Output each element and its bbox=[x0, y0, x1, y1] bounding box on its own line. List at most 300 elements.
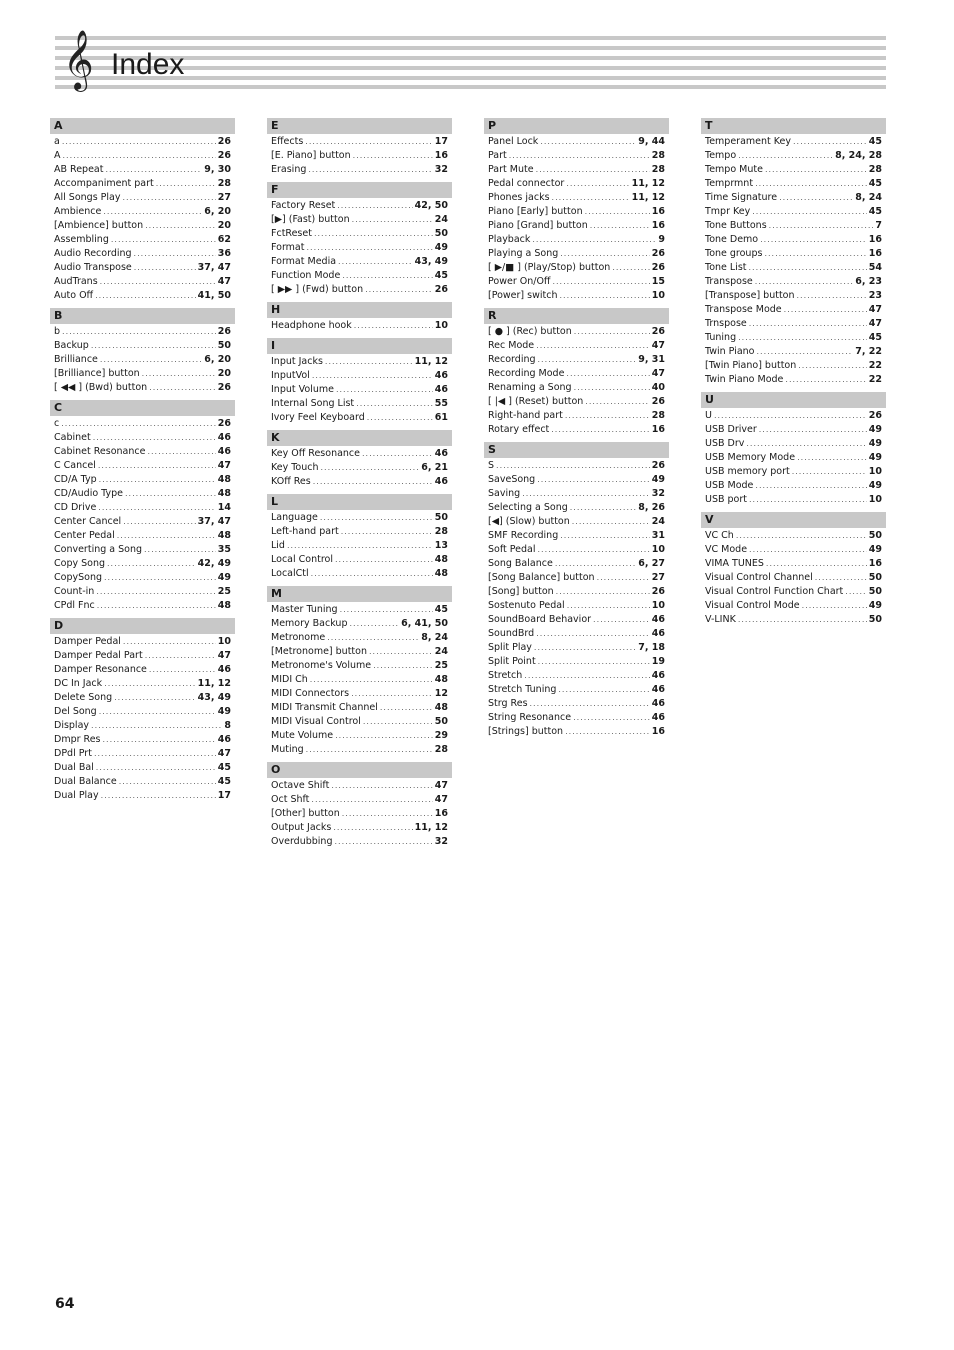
dot-leader bbox=[815, 571, 867, 585]
index-entry bbox=[484, 205, 669, 219]
entry-pages: 49 bbox=[868, 544, 882, 555]
dot-leader bbox=[98, 501, 215, 515]
entry-term: Dual Balance bbox=[54, 776, 117, 787]
dot-leader bbox=[96, 761, 216, 775]
entry-pages: 54 bbox=[868, 262, 882, 273]
entry-term: Visual Control Function Chart bbox=[705, 586, 844, 597]
entry-pages: 48 bbox=[217, 530, 231, 541]
entry-pages: 46 bbox=[434, 476, 448, 487]
index-entry bbox=[484, 191, 669, 205]
dot-leader bbox=[107, 557, 196, 571]
entry-term: Twin Piano bbox=[705, 346, 755, 357]
index-entry bbox=[701, 557, 886, 571]
index-entry bbox=[50, 543, 235, 557]
entry-pages: 16 bbox=[651, 206, 665, 217]
index-entry bbox=[701, 585, 886, 599]
dot-leader bbox=[779, 191, 853, 205]
index-entry bbox=[484, 711, 669, 725]
entry-term: [Brilliance] button bbox=[54, 368, 140, 379]
index-entry bbox=[267, 567, 452, 581]
dot-leader bbox=[341, 525, 433, 539]
index-entry bbox=[484, 135, 669, 149]
dot-leader bbox=[98, 459, 216, 473]
entry-term: MIDI Connectors bbox=[271, 688, 350, 699]
entry-term: [▶] (Fast) button bbox=[271, 214, 350, 225]
index-section-h bbox=[267, 302, 452, 333]
index-section-r bbox=[484, 308, 669, 437]
entry-term: Recording Mode bbox=[488, 368, 565, 379]
index-entry bbox=[267, 539, 452, 553]
entry-pages: 61 bbox=[434, 412, 448, 423]
entry-pages: 16 bbox=[434, 150, 448, 161]
entry-term: [Song] button bbox=[488, 586, 554, 597]
section-letter: A bbox=[50, 118, 235, 134]
dot-leader bbox=[305, 135, 432, 149]
dot-leader bbox=[755, 275, 854, 289]
dot-leader bbox=[537, 473, 650, 487]
dot-leader bbox=[310, 673, 433, 687]
entry-pages: 49 bbox=[868, 600, 882, 611]
section-letter: H bbox=[267, 302, 452, 318]
entry-term: Damper Pedal bbox=[54, 636, 121, 647]
dot-leader bbox=[349, 617, 399, 631]
dot-leader bbox=[759, 423, 867, 437]
entry-pages: 12 bbox=[434, 688, 448, 699]
dot-leader bbox=[757, 345, 854, 359]
entry-term: USB Drv bbox=[705, 438, 745, 449]
dot-leader bbox=[566, 367, 649, 381]
dot-leader bbox=[312, 369, 433, 383]
index-entry bbox=[484, 177, 669, 191]
entry-term: Power On/Off bbox=[488, 276, 551, 287]
entry-pages: 20 bbox=[217, 220, 231, 231]
entry-term: b bbox=[54, 326, 61, 337]
entry-term: CD/Audio Type bbox=[54, 488, 123, 499]
index-entry bbox=[267, 255, 452, 269]
dot-leader bbox=[534, 641, 636, 655]
dot-leader bbox=[802, 599, 867, 613]
index-entry bbox=[701, 423, 886, 437]
index-entry bbox=[267, 199, 452, 213]
index-column-4 bbox=[701, 118, 886, 632]
dot-leader bbox=[336, 383, 433, 397]
entry-pages: 40 bbox=[651, 382, 665, 393]
dot-leader bbox=[99, 705, 216, 719]
index-entry bbox=[50, 205, 235, 219]
dot-leader bbox=[593, 613, 650, 627]
entry-pages: 49 bbox=[217, 572, 231, 583]
entry-term: [E. Piano] button bbox=[271, 150, 351, 161]
entry-pages: 49 bbox=[217, 706, 231, 717]
entry-pages: 9, 31 bbox=[638, 354, 665, 365]
entry-pages: 47 bbox=[434, 780, 448, 791]
dot-leader bbox=[552, 275, 649, 289]
section-letter: R bbox=[484, 308, 669, 324]
entry-pages: 49 bbox=[868, 480, 882, 491]
entry-pages: 45 bbox=[868, 206, 882, 217]
index-entry bbox=[484, 599, 669, 613]
dot-leader bbox=[63, 149, 216, 163]
entry-term: a bbox=[54, 136, 60, 147]
index-entry bbox=[50, 635, 235, 649]
index-entry bbox=[50, 431, 235, 445]
dot-leader bbox=[738, 613, 867, 627]
entry-pages: 26 bbox=[651, 460, 665, 471]
dot-leader bbox=[325, 355, 413, 369]
entry-term: SoundBoard Behavior bbox=[488, 614, 592, 625]
entry-pages: 42, 49 bbox=[197, 558, 231, 569]
entry-pages: 10 bbox=[651, 600, 665, 611]
entry-term: Input Volume bbox=[271, 384, 334, 395]
entry-term: Recording bbox=[488, 354, 536, 365]
entry-term: Factory Reset bbox=[271, 200, 336, 211]
dot-leader bbox=[612, 261, 649, 275]
entry-pages: 20 bbox=[217, 368, 231, 379]
index-section-u bbox=[701, 392, 886, 507]
entry-term: Selecting a Song bbox=[488, 502, 568, 513]
dot-leader bbox=[147, 445, 215, 459]
entry-term: Tempo bbox=[705, 150, 737, 161]
entry-pages: 8 bbox=[224, 720, 231, 731]
dot-leader bbox=[538, 543, 650, 557]
index-entry bbox=[484, 261, 669, 275]
entry-term: Temprmnt bbox=[705, 178, 754, 189]
dot-leader bbox=[373, 659, 433, 673]
index-entry bbox=[701, 317, 886, 331]
entry-pages: 28 bbox=[651, 164, 665, 175]
entry-pages: 8, 24, 28 bbox=[835, 150, 882, 161]
entry-term: [ ◀◀ ] (Bwd) button bbox=[54, 382, 148, 393]
entry-pages: 26 bbox=[217, 418, 231, 429]
index-entry bbox=[267, 673, 452, 687]
section-letter: D bbox=[50, 618, 235, 634]
entry-pages: 47 bbox=[217, 276, 231, 287]
index-entry bbox=[701, 571, 886, 585]
entry-term: Audio Recording bbox=[54, 248, 132, 259]
index-section-d bbox=[50, 618, 235, 803]
dot-leader bbox=[585, 205, 650, 219]
entry-pages: 46 bbox=[651, 698, 665, 709]
entry-pages: 15 bbox=[651, 276, 665, 287]
entry-term: Lid bbox=[271, 540, 285, 551]
index-entry bbox=[484, 423, 669, 437]
index-section-c bbox=[50, 400, 235, 613]
entry-pages: 42, 50 bbox=[414, 200, 448, 211]
entry-term: Damper Pedal Part bbox=[54, 650, 143, 661]
index-section-m bbox=[267, 586, 452, 757]
entry-term: Stretch bbox=[488, 670, 523, 681]
dot-leader bbox=[536, 163, 650, 177]
section-letter: V bbox=[701, 512, 886, 528]
dot-leader bbox=[738, 149, 833, 163]
entry-pages: 47 bbox=[217, 650, 231, 661]
index-entry bbox=[267, 631, 452, 645]
entry-pages: 28 bbox=[651, 410, 665, 421]
index-entry bbox=[50, 353, 235, 367]
entry-term: Trnspose bbox=[705, 318, 747, 329]
dot-leader bbox=[104, 677, 195, 691]
entry-term: Damper Resonance bbox=[54, 664, 147, 675]
entry-term: Right-hand part bbox=[488, 410, 563, 421]
index-entry bbox=[484, 725, 669, 739]
entry-pages: 7 bbox=[875, 220, 882, 231]
entry-pages: 10 bbox=[868, 494, 882, 505]
entry-term: Erasing bbox=[271, 164, 307, 175]
dot-leader bbox=[287, 539, 433, 553]
entry-term: Center Cancel bbox=[54, 516, 122, 527]
index-entry bbox=[701, 149, 886, 163]
entry-pages: 48 bbox=[217, 488, 231, 499]
index-entry bbox=[50, 289, 235, 303]
dot-leader bbox=[572, 515, 650, 529]
index-entry bbox=[50, 789, 235, 803]
entry-pages: 6, 20 bbox=[204, 206, 231, 217]
dot-leader bbox=[145, 219, 216, 233]
index-entry bbox=[267, 659, 452, 673]
entry-pages: 26 bbox=[217, 326, 231, 337]
entry-term: Visual Control Channel bbox=[705, 572, 813, 583]
entry-term: KOff Res bbox=[271, 476, 311, 487]
dot-leader bbox=[144, 543, 216, 557]
index-entry bbox=[484, 409, 669, 423]
index-section-e bbox=[267, 118, 452, 177]
entry-pages: 31 bbox=[651, 530, 665, 541]
index-entry bbox=[267, 283, 452, 297]
entry-pages: 11, 12 bbox=[197, 678, 231, 689]
entry-pages: 10 bbox=[651, 290, 665, 301]
entry-term: [Twin Piano] button bbox=[705, 360, 797, 371]
entry-pages: 62 bbox=[217, 234, 231, 245]
dot-leader bbox=[536, 339, 650, 353]
dot-leader bbox=[524, 669, 649, 683]
dot-leader bbox=[104, 571, 216, 585]
dot-leader bbox=[552, 191, 630, 205]
entry-term: Cabinet Resonance bbox=[54, 446, 146, 457]
index-entry bbox=[50, 691, 235, 705]
dot-leader bbox=[369, 645, 433, 659]
index-section-i bbox=[267, 338, 452, 425]
entry-term: USB Driver bbox=[705, 424, 757, 435]
index-entry bbox=[267, 553, 452, 567]
dot-leader bbox=[142, 367, 216, 381]
entry-pages: 49 bbox=[434, 242, 448, 253]
dot-leader bbox=[99, 473, 216, 487]
entry-pages: 26 bbox=[651, 262, 665, 273]
dot-leader bbox=[560, 529, 650, 543]
index-section-t bbox=[701, 118, 886, 387]
entry-pages: 36 bbox=[217, 248, 231, 259]
dot-leader bbox=[117, 529, 216, 543]
index-entry bbox=[50, 557, 235, 571]
section-letter: I bbox=[267, 338, 452, 354]
entry-term: S bbox=[488, 460, 495, 471]
entry-term: AB Repeat bbox=[54, 164, 104, 175]
index-entry bbox=[50, 149, 235, 163]
entry-term: [Strings] button bbox=[488, 726, 564, 737]
index-entry bbox=[484, 219, 669, 233]
index-entry bbox=[50, 163, 235, 177]
section-letter: K bbox=[267, 430, 452, 446]
entry-pages: 26 bbox=[651, 586, 665, 597]
dot-leader bbox=[845, 585, 866, 599]
dot-leader bbox=[306, 743, 433, 757]
entry-term: Metronome's Volume bbox=[271, 660, 372, 671]
dot-leader bbox=[749, 493, 867, 507]
entry-term: USB Memory Mode bbox=[705, 452, 796, 463]
entry-pages: 9 bbox=[658, 234, 665, 245]
dot-leader bbox=[590, 219, 650, 233]
index-entry bbox=[484, 325, 669, 339]
section-letter: T bbox=[701, 118, 886, 134]
entry-pages: 48 bbox=[434, 674, 448, 685]
index-entry bbox=[484, 275, 669, 289]
entry-term: Converting a Song bbox=[54, 544, 143, 555]
entry-pages: 23 bbox=[868, 290, 882, 301]
index-entry bbox=[50, 677, 235, 691]
index-entry bbox=[50, 775, 235, 789]
entry-pages: 28 bbox=[217, 178, 231, 189]
dot-leader bbox=[145, 649, 216, 663]
index-entry bbox=[50, 381, 235, 395]
index-entry bbox=[267, 149, 452, 163]
index-entry bbox=[484, 613, 669, 627]
dot-leader bbox=[149, 381, 216, 395]
entry-term: Accompaniment part bbox=[54, 178, 154, 189]
index-entry bbox=[701, 177, 886, 191]
entry-term: Piano [Grand] button bbox=[488, 220, 588, 231]
section-letter: L bbox=[267, 494, 452, 510]
entry-term: [ ▶▶ ] (Fwd) button bbox=[271, 284, 364, 295]
entry-term: Left-hand part bbox=[271, 526, 339, 537]
entry-term: [Ambience] button bbox=[54, 220, 144, 231]
index-entry bbox=[50, 529, 235, 543]
index-entry bbox=[701, 135, 886, 149]
dot-leader bbox=[574, 381, 650, 395]
dot-leader bbox=[565, 409, 650, 423]
entry-term: CopySong bbox=[54, 572, 102, 583]
entry-pages: 50 bbox=[868, 614, 882, 625]
index-entry bbox=[484, 367, 669, 381]
index-entry bbox=[701, 479, 886, 493]
entry-pages: 47 bbox=[217, 460, 231, 471]
entry-term: A bbox=[54, 150, 61, 161]
dot-leader bbox=[119, 775, 216, 789]
dot-leader bbox=[311, 567, 433, 581]
entry-term: Dual Play bbox=[54, 790, 99, 801]
entry-pages: 49 bbox=[868, 438, 882, 449]
dot-leader bbox=[103, 205, 202, 219]
entry-term: Twin Piano Mode bbox=[705, 374, 784, 385]
dot-leader bbox=[555, 557, 636, 571]
entry-term: [ |◀ ] (Reset) button bbox=[488, 396, 584, 407]
index-entry bbox=[484, 149, 669, 163]
entry-term: Function Mode bbox=[271, 270, 341, 281]
entry-pages: 8, 26 bbox=[638, 502, 665, 513]
entry-pages: 10 bbox=[434, 320, 448, 331]
entry-pages: 10 bbox=[868, 466, 882, 477]
dot-leader bbox=[122, 191, 215, 205]
dot-leader bbox=[784, 303, 867, 317]
entry-pages: 45 bbox=[434, 604, 448, 615]
entry-pages: 47 bbox=[217, 748, 231, 759]
entry-term: Language bbox=[271, 512, 318, 523]
entry-term: Sostenuto Pedal bbox=[488, 600, 565, 611]
index-entry bbox=[267, 821, 452, 835]
index-header bbox=[55, 30, 886, 90]
entry-pages: 50 bbox=[868, 530, 882, 541]
dot-leader bbox=[311, 793, 432, 807]
entry-term: CD Drive bbox=[54, 502, 97, 513]
dot-leader bbox=[574, 325, 650, 339]
index-entry bbox=[50, 339, 235, 353]
index-entry bbox=[50, 487, 235, 501]
index-entry bbox=[484, 655, 669, 669]
entry-pages: 45 bbox=[868, 332, 882, 343]
index-section-o bbox=[267, 762, 452, 849]
entry-pages: 16 bbox=[434, 808, 448, 819]
section-letter: U bbox=[701, 392, 886, 408]
index-entry bbox=[701, 543, 886, 557]
dot-leader bbox=[333, 821, 412, 835]
dot-leader bbox=[785, 373, 866, 387]
index-entry bbox=[267, 729, 452, 743]
entry-pages: 11, 12 bbox=[414, 822, 448, 833]
index-entry bbox=[50, 515, 235, 529]
entry-pages: 26 bbox=[868, 410, 882, 421]
entry-term: MIDI Visual Control bbox=[271, 716, 361, 727]
index-section-b bbox=[50, 308, 235, 395]
index-entry bbox=[701, 493, 886, 507]
dot-leader bbox=[62, 135, 216, 149]
index-entry bbox=[267, 645, 452, 659]
dot-leader bbox=[91, 719, 222, 733]
entry-pages: 22 bbox=[868, 360, 882, 371]
entry-pages: 46 bbox=[217, 446, 231, 457]
entry-term: Internal Song List bbox=[271, 398, 355, 409]
dot-leader bbox=[95, 289, 196, 303]
index-entry bbox=[701, 219, 886, 233]
entry-pages: 43, 49 bbox=[197, 692, 231, 703]
entry-term: Assembling bbox=[54, 234, 109, 245]
entry-term: Octave Shift bbox=[271, 780, 330, 791]
dot-leader bbox=[792, 465, 867, 479]
entry-pages: 32 bbox=[651, 488, 665, 499]
entry-pages: 46 bbox=[651, 670, 665, 681]
dot-leader bbox=[354, 319, 433, 333]
dot-leader bbox=[736, 529, 867, 543]
dot-leader bbox=[540, 135, 636, 149]
entry-pages: 6, 27 bbox=[638, 558, 665, 569]
dot-leader bbox=[100, 353, 202, 367]
dot-leader bbox=[134, 247, 216, 261]
entry-pages: 26 bbox=[217, 150, 231, 161]
index-entry bbox=[267, 383, 452, 397]
index-entry bbox=[484, 163, 669, 177]
dot-leader bbox=[509, 149, 650, 163]
entry-term: Output Jacks bbox=[271, 822, 332, 833]
entry-pages: 6, 41, 50 bbox=[401, 618, 448, 629]
entry-pages: 43, 49 bbox=[414, 256, 448, 267]
entry-pages: 32 bbox=[434, 836, 448, 847]
index-entry bbox=[50, 459, 235, 473]
dot-leader bbox=[738, 331, 867, 345]
index-entry bbox=[484, 395, 669, 409]
dot-leader bbox=[61, 417, 216, 431]
entry-pages: 26 bbox=[217, 382, 231, 393]
entry-pages: 50 bbox=[217, 340, 231, 351]
entry-pages: 11, 12 bbox=[631, 192, 665, 203]
index-entry bbox=[484, 247, 669, 261]
